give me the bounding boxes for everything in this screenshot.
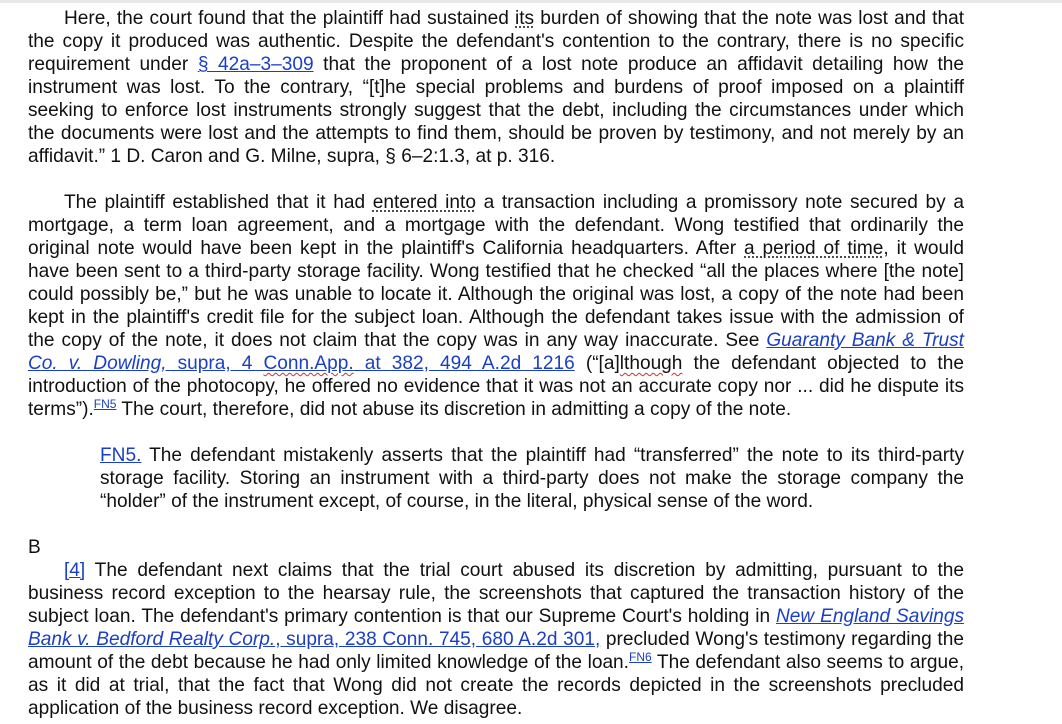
citation-part-spellcheck: Conn.App. — [263, 353, 354, 374]
footnote-fn5 — [100, 444, 964, 513]
paragraph-spacer — [28, 168, 964, 191]
citation-link-guaranty-bank[interactable] — [167, 353, 575, 374]
paragraph-business-record — [28, 559, 964, 720]
text-run: precluded Wong's testimony regarding the amount of the debt because he had only limited knowledge of the loan. — [28, 629, 964, 673]
document-body — [28, 7, 964, 720]
annotated-phrase-entered-into: entered into — [372, 192, 476, 213]
text-run: (“[a] — [574, 353, 620, 374]
paragraph-established-transaction — [28, 191, 964, 421]
text-run: The defendant also seems to argue, as it did at trial, that the fact that Wong did not create the records depicted in the screenshots precluded application of the business record exception. We disagree. — [28, 652, 965, 719]
text-run: The plaintiff established that it had — [64, 192, 373, 213]
annotated-phrase-period-of-time: a period of time — [744, 238, 884, 259]
paragraph-spacer — [28, 421, 964, 444]
citation-part: at 382, 494 A.2d 1216 — [353, 353, 575, 374]
footnote-ref-fn5[interactable]: FN5 — [93, 397, 117, 411]
case-link-new-england-savings[interactable]: New England Savings Bank v. Bedford Realty Corp. — [28, 606, 964, 650]
text-run: , it would have been sent to a third-party storage facility. Wong testified that he checked “all the places where [the note] could possibly be,” but he was unable to locate it. Although the original was lost, a copy of the note had been kept in the plaintiff's credit file for the subject loan. Although the defendant takes issue with the admission of the copy of the note, it does not claim that the copy was in any way inaccurate. See — [28, 238, 964, 351]
footnote-text: The defendant mistakenly asserts that the plaintiff had “transferred” the note to its third-party storage facility. Storing an instrument with a third-party does not make the storage company the “holder” of the instrument except, of course, in the literal, physical sense of the word. — [100, 445, 964, 512]
citation-part: supra, 4 — [166, 353, 264, 374]
case-link-guaranty-bank[interactable]: Guaranty Bank & Trust Co. v. Dowling, — [28, 330, 964, 374]
footnote-ref-fn6[interactable]: FN6 — [629, 650, 652, 664]
citation-link-new-england-savings[interactable]: , supra, 238 Conn. 745, 680 A.2d 301, — [275, 629, 601, 650]
statute-link-42a-3-309[interactable]: § 42a–3–309 — [197, 54, 314, 75]
paragraph-spacer — [28, 513, 964, 536]
text-run: that the proponent of a lost note produce an affidavit detailing how the instrument was lost. To the contrary, “[t]he special problems and burdens of proof imposed on a plaintiff seeking to enforce lost instruments strongly suggest that the debt, including the circumstances under which the documents were lost and the attempts to find them, should be proven by testimony, and not merely by an affidavit.” 1 D. Caron and G. Milne, supra, § 6–2:1.3, at p. 316. — [28, 54, 964, 167]
spellcheck-word: lthough — [619, 353, 683, 374]
text-run: burden of showing that the note was lost and that the copy it produced was authentic. Despite the defendant's contention to the contrary, there is no specific requirement under — [28, 8, 965, 75]
text-run: The court, therefore, did not abuse its discretion in admitting a copy of the note. — [116, 399, 792, 420]
footnote-label-fn5[interactable]: FN5. — [100, 445, 142, 466]
text-run: The defendant next claims that the trial court abused its discretion by admitting, pursuant to the business record exception to the hearsay rule, the screenshots that captured the transaction history of the subject loan. The defendant's primary contention is that our Supreme Court's holding in — [28, 560, 964, 627]
top-edge-bar — [0, 0, 1062, 3]
text-run: a transaction including a promissory note secured by a mortgage, a term loan agreement, and a mortgage with the defendant. Wong testified that ordinarily the original note would have been kept in the plaintiff's California headquarters. After — [28, 192, 964, 259]
headnote-link-4[interactable]: [4] — [64, 560, 86, 581]
annotated-word-its: its — [515, 8, 535, 29]
text-run: the defendant objected to the introduction of the photocopy, he offered no evidence that it was not an accurate copy nor ... did he dispute its terms”). — [28, 353, 964, 420]
paragraph-lost-note — [28, 7, 964, 168]
text-run: Here, the court found that the plaintiff had sustained — [64, 8, 515, 29]
section-heading-b: B — [28, 537, 41, 558]
